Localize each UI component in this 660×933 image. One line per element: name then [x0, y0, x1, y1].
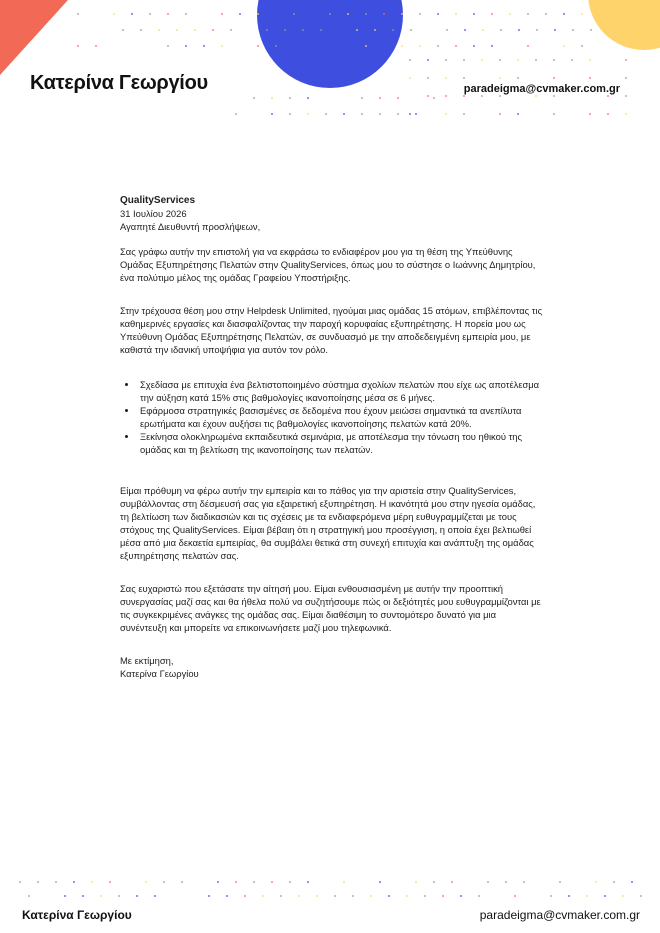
decorative-dot — [563, 45, 565, 47]
decorative-dot — [460, 895, 462, 897]
decorative-dot — [122, 29, 124, 31]
closing: Με εκτίμηση, — [120, 655, 174, 666]
decorative-dot — [607, 95, 609, 97]
decorative-dot — [559, 881, 561, 883]
decorative-dot — [409, 77, 411, 79]
decorative-dot — [446, 29, 448, 31]
header-email[interactable]: paradeigma@cvmaker.com.gr — [463, 83, 620, 95]
decorative-dot — [266, 29, 268, 31]
decorative-dot — [445, 59, 447, 61]
decorative-dot — [289, 881, 291, 883]
decorative-dot — [271, 881, 273, 883]
decorative-dot — [379, 97, 381, 99]
decorative-dot — [253, 97, 255, 99]
decorative-dot — [473, 45, 475, 47]
decorative-dot — [553, 59, 555, 61]
decorative-dot — [491, 13, 493, 15]
decorative-dot — [514, 895, 516, 897]
decorative-dot — [433, 881, 435, 883]
decorative-dot — [463, 113, 465, 115]
decorative-dot — [185, 13, 187, 15]
decorative-dot — [517, 113, 519, 115]
decorative-dot — [167, 45, 169, 47]
decorative-dot — [568, 895, 570, 897]
decorative-dot — [437, 45, 439, 47]
decorative-dot — [424, 895, 426, 897]
decorative-dot — [370, 895, 372, 897]
decorative-dot — [482, 29, 484, 31]
decorative-dot — [563, 13, 565, 15]
decorative-dot — [415, 881, 417, 883]
decorative-dot — [131, 13, 133, 15]
salutation: Αγαπητέ Διευθυντή προσλήψεων, — [120, 221, 261, 232]
paragraph-motivation: Είμαι πρόθυμη να φέρω αυτήν την εμπειρία και το πάθος για την αριστεία στην QualityServices, συμβάλλοντας στη δέσμευσή σας για εξαιρετική εξυπηρέτηση. Η ικανότητά μου στην ηγεσία ομάδας, τη βελτίωση των διαδικασιών και τις σχέσεις με τα ενδιαφερόμενα μέρη ευθυγραμμίζεται με τους στόχους της QualityServices. Είμαι βέβαιη ότι η στρατηγική μου προσέγγιση, η οποία έχει βελτιωθεί μέσα από μια δεκαετία εμπειρίας, θα συμβάλει θετικά στη συνεχή επιτυχία και ανάπτυξη της ομάδας εξυπηρέτησης πελατών σας. — [120, 485, 536, 561]
decorative-dot — [499, 113, 501, 115]
paragraph-intro: Σας γράφω αυτήν την επιστολή για να εκφράσω το ενδιαφέρον μου για τη θέση της Υπεύθυνης Ομάδας Εξυπηρέτησης Πελατών στην QualityServices, όπως μου το σύστησε ο Ιωάννης Δημητρίου, ένα πολύτιμο μέλος της ομάδας Γραφείου Υποστήριξης. — [120, 246, 536, 283]
decorative-dot — [464, 29, 466, 31]
decorative-dot — [499, 95, 501, 97]
decorative-dot — [451, 881, 453, 883]
decorative-dot — [221, 45, 223, 47]
decorative-dot — [535, 59, 537, 61]
decorative-dot — [455, 45, 457, 47]
decorative-dot — [518, 29, 520, 31]
decorative-dot — [361, 97, 363, 99]
decorative-dot — [91, 881, 93, 883]
decorative-dot — [356, 29, 358, 31]
decorative-dot — [419, 13, 421, 15]
decorative-dot — [100, 895, 102, 897]
decorative-dot — [481, 95, 483, 97]
decorative-dot — [347, 13, 349, 15]
decorative-dot — [631, 881, 633, 883]
decorative-dot — [595, 881, 597, 883]
decorative-dot — [271, 97, 273, 99]
decorative-dot — [625, 113, 627, 115]
decorative-dot — [478, 895, 480, 897]
decorative-dot — [406, 895, 408, 897]
decorative-dot — [572, 29, 574, 31]
decorative-dot — [176, 29, 178, 31]
decorative-dot — [586, 895, 588, 897]
decorative-dot — [257, 45, 259, 47]
decorative-dot — [589, 113, 591, 115]
decorative-dot — [410, 29, 412, 31]
decorative-dot — [82, 895, 84, 897]
decorative-dot — [590, 29, 592, 31]
decorative-dot — [554, 29, 556, 31]
decorative-dot — [343, 113, 345, 115]
decorative-dot — [409, 59, 411, 61]
decorative-dot — [239, 13, 241, 15]
decorative-dot — [433, 97, 435, 99]
decorative-dot — [235, 881, 237, 883]
header-name: Κατερίνα Γεωργίου — [30, 72, 208, 94]
decorative-dot — [271, 113, 273, 115]
decorative-dot — [523, 881, 525, 883]
decorative-dot — [379, 113, 381, 115]
list-item: • Εφάρμοσα στρατηγικές βασισμένες σε δεδομένα που έχουν μειώσει σημαντικά τα ανεπίλυτα ερωτήματα και έχουν αυξήσει τις βαθμολογίες ικανοποίησης πελατών κατά 20%. — [138, 404, 544, 430]
decorative-dot — [253, 881, 255, 883]
decorative-dot — [257, 13, 259, 15]
decorative-dot — [388, 895, 390, 897]
decorative-dot — [491, 45, 493, 47]
decorative-dot — [28, 895, 30, 897]
decorative-dot — [307, 97, 309, 99]
decorative-dot — [37, 881, 39, 883]
decorative-dot — [293, 13, 295, 15]
decorative-dot — [275, 13, 277, 15]
decorative-dot — [194, 29, 196, 31]
list-item: • Ξεκίνησα ολοκληρωμένα εκπαιδευτικά σεμινάρια, με αποτέλεσμα την τόνωση του ηθικού της ομάδας και τη βελτίωση της ικανοποίησης των πελατών. — [138, 430, 544, 456]
decorative-dot — [379, 881, 381, 883]
decorative-dot — [463, 59, 465, 61]
decorative-dot — [343, 881, 345, 883]
decorative-dot — [275, 45, 277, 47]
decorative-dot — [217, 881, 219, 883]
decorative-dot — [589, 77, 591, 79]
decorative-dot — [622, 895, 624, 897]
decorative-dot — [415, 113, 417, 115]
decorative-dot — [463, 95, 465, 97]
letter-body — [120, 194, 544, 680]
decorative-dot — [244, 895, 246, 897]
decorative-dot — [499, 77, 501, 79]
decorative-dot — [158, 29, 160, 31]
decorative-dot — [77, 13, 79, 15]
decorative-dot — [397, 97, 399, 99]
decorative-dot — [235, 113, 237, 115]
decorative-dot — [374, 29, 376, 31]
list-item: • Σχεδίασα με επιτυχία ένα βελτιστοποιημένο σύστημα σχολίων πελατών που είχε ως αποτέλεσμα την αύξηση κατά 15% στις βαθμολογίες ικανοποίησης μέσα σε 6 μήνες. — [138, 378, 544, 404]
achievements-list — [120, 378, 544, 456]
decorative-dot — [298, 895, 300, 897]
decorative-dot — [527, 45, 529, 47]
decorative-dot — [118, 895, 120, 897]
decorative-dot — [365, 45, 367, 47]
decorative-dot — [136, 895, 138, 897]
decorative-dot — [401, 13, 403, 15]
decorative-dot — [445, 113, 447, 115]
decorative-dot — [140, 29, 142, 31]
decorative-dot — [545, 13, 547, 15]
decorative-dot — [329, 45, 331, 47]
decorative-dot — [613, 881, 615, 883]
decorative-dot — [625, 59, 627, 61]
decorative-dot — [473, 13, 475, 15]
decorative-dot — [329, 13, 331, 15]
decorative-dot — [625, 95, 627, 97]
decorative-dot — [505, 881, 507, 883]
decorative-dot — [607, 113, 609, 115]
decorative-dot — [463, 77, 465, 79]
decorative-dot — [401, 45, 403, 47]
decorative-dot — [427, 59, 429, 61]
decorative-dot — [289, 113, 291, 115]
decorative-dot — [212, 29, 214, 31]
company-name: QualityServices — [120, 195, 196, 206]
decorative-dot — [73, 881, 75, 883]
decorative-dot — [347, 45, 349, 47]
decorative-dot — [553, 77, 555, 79]
decorative-dot — [163, 881, 165, 883]
decorative-dot — [203, 45, 205, 47]
decorative-dot — [352, 895, 354, 897]
paragraph-thanks: Σας ευχαριστώ που εξετάσατε την αίτησή μου. Είμαι ενθουσιασμένη με αυτήν την προοπτική συνεργασίας μαζί σας και θα ήθελα πολύ να συζητήσουμε πώς οι δεξιότητές μου ευθυγραμμίζονται με τις συγκεκριμένες ανάγκες της ομάδας σας. Είμαι διαθέσιμη το συντομότερο δυνατό για μια συνέντευξη και μπορείτε να επικοινωνήσετε μαζί μου τηλεφωνικά. — [120, 583, 541, 633]
decorative-dot — [289, 97, 291, 99]
decorative-dot — [77, 45, 79, 47]
decorative-dot — [226, 895, 228, 897]
decorative-dot — [581, 45, 583, 47]
decorative-dot — [221, 13, 223, 15]
decorative-dot — [535, 95, 537, 97]
decorative-dot — [527, 13, 529, 15]
decorative-dot — [517, 59, 519, 61]
decorative-dot — [325, 113, 327, 115]
decorative-dot — [437, 13, 439, 15]
decorative-dot — [500, 29, 502, 31]
decorative-dot — [442, 895, 444, 897]
decorative-dot — [113, 13, 115, 15]
letter-date: 31 Ιουλίου 2026 — [120, 208, 187, 219]
decorative-dot — [19, 881, 21, 883]
decorative-dot — [320, 29, 322, 31]
decorative-dot — [553, 95, 555, 97]
decorative-dot — [55, 881, 57, 883]
decorative-dot — [338, 29, 340, 31]
decorative-dot — [365, 13, 367, 15]
decorative-dot — [280, 895, 282, 897]
decorative-dot — [419, 45, 421, 47]
decorative-dot — [307, 113, 309, 115]
footer-name: Κατερίνα Γεωργίου — [22, 908, 132, 922]
decorative-dot — [230, 29, 232, 31]
decorative-dot — [311, 45, 313, 47]
decorative-dot — [167, 13, 169, 15]
decorative-dot — [487, 881, 489, 883]
decorative-dot — [589, 59, 591, 61]
decorative-dot — [445, 77, 447, 79]
decorative-dot — [383, 13, 385, 15]
decorative-dot — [427, 77, 429, 79]
footer-email[interactable]: paradeigma@cvmaker.com.gr — [479, 908, 640, 922]
decorative-dot — [499, 59, 501, 61]
decorative-dot — [640, 895, 642, 897]
decorative-dot — [149, 13, 151, 15]
decorative-dot — [109, 881, 111, 883]
decorative-dot — [307, 881, 309, 883]
decorative-dot — [517, 77, 519, 79]
decorative-dot — [154, 895, 156, 897]
decorative-dot — [145, 881, 147, 883]
paragraph-experience: Στην τρέχουσα θέση μου στην Helpdesk Unlimited, ηγούμαι μιας ομάδας 15 ατόμων, επιβλέποντας τις καθημερινές εργασίες και διασφαλίζοντας την παροχή κορυφαίας εξυπηρέτησης. Η πορεία μου ως Υπεύθυνη Ομάδας Εξυπηρέτησης Πελατών, σε συνδυασμό με την αποδεδειγμένη εμπειρία μου, με καθιστά την ιδανική υποψήφια για αυτόν τον ρόλο. — [120, 305, 543, 355]
decorative-dot — [536, 29, 538, 31]
decorative-dot — [604, 895, 606, 897]
decorative-dot — [316, 895, 318, 897]
decorative-dot — [284, 29, 286, 31]
decorative-dot — [481, 59, 483, 61]
signature-name: Κατερίνα Γεωργίου — [120, 668, 199, 679]
decorative-dot — [553, 113, 555, 115]
decorative-dot — [427, 95, 429, 97]
decorative-dot — [181, 881, 183, 883]
decorative-dot — [625, 77, 627, 79]
decorative-dot — [397, 113, 399, 115]
decorative-dot — [571, 59, 573, 61]
decorative-dot — [185, 45, 187, 47]
decorative-dot — [64, 895, 66, 897]
decorative-dot — [334, 895, 336, 897]
decorative-dot — [409, 113, 411, 115]
decorative-dot — [550, 895, 552, 897]
decorative-dot — [302, 29, 304, 31]
decorative-dot — [208, 895, 210, 897]
decorative-dot — [392, 29, 394, 31]
decorative-dot — [262, 895, 264, 897]
decorative-dot — [95, 45, 97, 47]
decorative-dot — [581, 13, 583, 15]
decorative-dot — [509, 13, 511, 15]
decorative-dot — [445, 95, 447, 97]
decorative-dot — [361, 113, 363, 115]
decorative-dot — [455, 13, 457, 15]
